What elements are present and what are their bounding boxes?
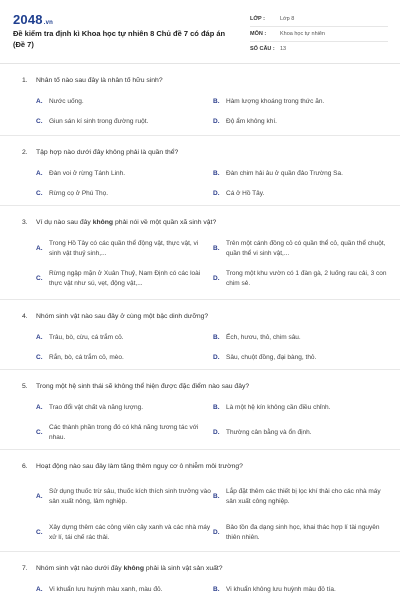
answer-option[interactable] bbox=[36, 348, 211, 368]
question bbox=[0, 206, 400, 300]
meta-label: SỐ CÂU : bbox=[250, 46, 275, 52]
option-text: Trên một cánh đồng cỏ có quần thể cỏ, quần thể chuột, quần thể vi sinh vật,... bbox=[226, 240, 386, 257]
question-text-part: Ví dụ nào sau đây bbox=[36, 219, 93, 226]
option-letter: A. bbox=[36, 245, 43, 252]
option-letter: D. bbox=[213, 190, 220, 197]
option-text: Hàm lượng khoáng trong thức ăn. bbox=[226, 98, 325, 105]
page-title: Đề kiểm tra định kì Khoa học tự nhiên 8 Chủ đề 7 có đáp án (Đề 7) bbox=[13, 29, 226, 49]
option-letter: C. bbox=[36, 354, 43, 361]
answer-option[interactable] bbox=[213, 234, 388, 264]
option-letter: A. bbox=[36, 334, 43, 341]
answer-option[interactable] bbox=[213, 348, 388, 368]
meta-label: MÔN : bbox=[250, 31, 267, 37]
option-text: Trao đổi vật chất và năng lượng. bbox=[49, 404, 144, 411]
question-number: 2. bbox=[22, 149, 28, 156]
option-text: Cá ở Hồ Tây. bbox=[226, 190, 265, 197]
option-grid bbox=[22, 164, 386, 204]
option-letter: C. bbox=[36, 429, 43, 436]
option-text: Trong một khu vườn có 1 đàn gà, 2 luống rau cải, 3 con chim sẻ. bbox=[226, 270, 387, 287]
option-text: Rừng cọ ở Phú Thọ. bbox=[49, 190, 109, 197]
option-text: Độ ẩm không khí. bbox=[226, 118, 277, 125]
question bbox=[0, 136, 400, 206]
answer-option[interactable] bbox=[36, 418, 211, 448]
answer-option[interactable] bbox=[213, 580, 388, 600]
option-text: Vi khuẩn không lưu huỳnh màu đỏ tía. bbox=[226, 586, 336, 593]
logo-suffix: .vn bbox=[43, 20, 54, 26]
option-letter: D. bbox=[213, 354, 220, 361]
question-text-part: phải nói về một quần xã sinh vật? bbox=[113, 219, 217, 226]
option-grid bbox=[22, 328, 386, 368]
site-logo[interactable] bbox=[13, 12, 53, 27]
answer-option[interactable] bbox=[36, 92, 211, 112]
option-text: Trâu, bò, cừu, cá trắm cỏ. bbox=[49, 334, 124, 341]
meta-row-count bbox=[250, 42, 388, 57]
option-text: Lắp đặt thêm các thiết bị lọc khí thải cho các nhà máy sản xuất công nghiệp. bbox=[226, 488, 381, 505]
meta-value: Khoa học tự nhiên bbox=[280, 31, 325, 37]
answer-option[interactable] bbox=[36, 516, 211, 550]
question-text-bold: không bbox=[92, 219, 114, 226]
meta-value: Lớp 8 bbox=[280, 16, 295, 22]
option-letter: B. bbox=[213, 493, 220, 500]
option-grid bbox=[22, 478, 386, 550]
question-text-part: Nhóm sinh vật nào dưới đây bbox=[36, 565, 124, 572]
option-text: Nước uống. bbox=[49, 98, 84, 105]
option-grid bbox=[22, 398, 386, 448]
question-number: 3. bbox=[22, 219, 28, 226]
question bbox=[0, 552, 400, 600]
option-letter: D. bbox=[213, 118, 220, 125]
question-text bbox=[22, 206, 386, 228]
option-letter: D. bbox=[213, 275, 220, 282]
answer-option[interactable] bbox=[36, 184, 211, 204]
option-text: Sâu, chuột đồng, đại bàng, thỏ. bbox=[226, 354, 317, 361]
answer-option[interactable] bbox=[36, 234, 211, 264]
question-text-part: Tập hợp nào dưới đây không phải là quần thể? bbox=[36, 149, 179, 156]
option-grid bbox=[22, 92, 386, 132]
option-letter: A. bbox=[36, 170, 43, 177]
answer-option[interactable] bbox=[36, 164, 211, 184]
option-text: Giun sán kí sinh trong đường ruột. bbox=[49, 118, 149, 125]
answer-option[interactable] bbox=[213, 516, 388, 550]
answer-option[interactable] bbox=[36, 112, 211, 132]
answer-option[interactable] bbox=[213, 92, 388, 112]
answer-option[interactable] bbox=[213, 418, 388, 448]
question-text bbox=[22, 64, 386, 86]
option-letter: B. bbox=[213, 170, 220, 177]
option-letter: A. bbox=[36, 404, 43, 411]
meta-table bbox=[250, 12, 388, 57]
option-letter: B. bbox=[213, 404, 220, 411]
option-grid bbox=[22, 234, 386, 294]
option-letter: B. bbox=[213, 334, 220, 341]
question-number: 7. bbox=[22, 565, 28, 572]
option-text: Là một hệ kín không cần điều chỉnh. bbox=[226, 404, 331, 411]
logo-text: 2048 bbox=[13, 12, 43, 27]
option-letter: B. bbox=[213, 98, 220, 105]
header bbox=[0, 0, 400, 64]
question bbox=[0, 370, 400, 450]
question-text-bold: không bbox=[123, 565, 144, 572]
question bbox=[0, 300, 400, 370]
answer-option[interactable] bbox=[36, 328, 211, 348]
meta-label: LỚP : bbox=[250, 16, 265, 22]
option-text: Ếch, hươu, thỏ, chim sâu. bbox=[226, 334, 301, 341]
question bbox=[0, 64, 400, 136]
question-number: 5. bbox=[22, 383, 28, 390]
option-text: Vi khuẩn lưu huỳnh màu xanh, màu đỏ. bbox=[49, 586, 163, 593]
meta-value: 13 bbox=[280, 46, 287, 52]
question-text bbox=[22, 300, 386, 322]
question-number: 4. bbox=[22, 313, 28, 320]
option-letter: C. bbox=[36, 529, 43, 536]
option-letter: D. bbox=[213, 529, 220, 536]
option-letter: A. bbox=[36, 493, 43, 500]
option-text: Trong Hồ Tây có các quần thể động vật, thực vật, vi sinh vật thuỷ sinh,... bbox=[49, 240, 199, 257]
answer-option[interactable] bbox=[213, 398, 388, 418]
option-letter: D. bbox=[213, 429, 220, 436]
question-text bbox=[22, 370, 386, 392]
option-letter: A. bbox=[36, 586, 43, 593]
answer-option[interactable] bbox=[213, 478, 388, 516]
question bbox=[0, 450, 400, 552]
option-text: Bảo tồn đa dạng sinh học, khai thác hợp lí tài nguyên thiên nhiên. bbox=[226, 524, 380, 541]
option-text: Rắn, bò, cá trắm cỏ, mèo. bbox=[49, 354, 124, 361]
question-text-part: Nhân tố nào sau đây là nhân tố hữu sinh? bbox=[36, 77, 163, 84]
question-list bbox=[0, 64, 400, 600]
option-letter: A. bbox=[36, 98, 43, 105]
question-text-part: Trong một hệ sinh thái sẽ không thể hiện được đặc điểm nào sau đây? bbox=[36, 383, 250, 390]
option-text: Rừng ngập mặn ở Xuân Thuỷ, Nam Định có các loài thực vật như sú, vẹt, động vật,... bbox=[49, 270, 201, 287]
option-text: Thường cân bằng và ổn định. bbox=[226, 429, 312, 436]
option-letter: B. bbox=[213, 245, 220, 252]
question-text-part: Hoạt động nào sau đây làm tăng thêm nguy cơ ô nhiễm môi trường? bbox=[36, 463, 243, 470]
question-text bbox=[22, 136, 386, 158]
answer-option[interactable] bbox=[213, 164, 388, 184]
answer-option[interactable] bbox=[213, 328, 388, 348]
option-letter: C. bbox=[36, 275, 43, 282]
option-text: Các thành phần trong đó có khả năng tương tác với nhau. bbox=[49, 424, 199, 441]
option-letter: C. bbox=[36, 118, 43, 125]
option-text: Đàn voi ở rừng Tánh Linh. bbox=[49, 170, 126, 177]
question-text bbox=[22, 552, 386, 574]
option-letter: C. bbox=[36, 190, 43, 197]
answer-option[interactable] bbox=[213, 112, 388, 132]
answer-option[interactable] bbox=[36, 398, 211, 418]
option-text: Sử dụng thuốc trừ sâu, thuốc kích thích sinh trưởng vào sản xuất nông, lâm nghiệp. bbox=[49, 488, 211, 505]
option-text: Xây dựng thêm các công viên cây xanh và các nhà máy xử lí, tái chế rác thải. bbox=[49, 524, 211, 541]
question-number: 1. bbox=[22, 77, 28, 84]
question-text-part: phải là sinh vật sản xuất? bbox=[143, 565, 223, 572]
option-letter: B. bbox=[213, 586, 220, 593]
answer-option[interactable] bbox=[213, 184, 388, 204]
meta-row-class bbox=[250, 12, 388, 27]
option-text: Đàn chim hải âu ở quần đảo Trường Sa. bbox=[226, 170, 343, 177]
question-text-part: Nhóm sinh vật nào sau đây ở cùng một bậc dinh dưỡng? bbox=[36, 313, 209, 320]
answer-option[interactable] bbox=[36, 264, 211, 294]
answer-option[interactable] bbox=[213, 264, 388, 294]
question-number: 6. bbox=[22, 463, 28, 470]
answer-option[interactable] bbox=[36, 580, 211, 600]
question-text bbox=[22, 450, 386, 472]
option-grid bbox=[22, 580, 386, 600]
meta-row-subject bbox=[250, 27, 388, 42]
answer-option[interactable] bbox=[36, 478, 211, 516]
